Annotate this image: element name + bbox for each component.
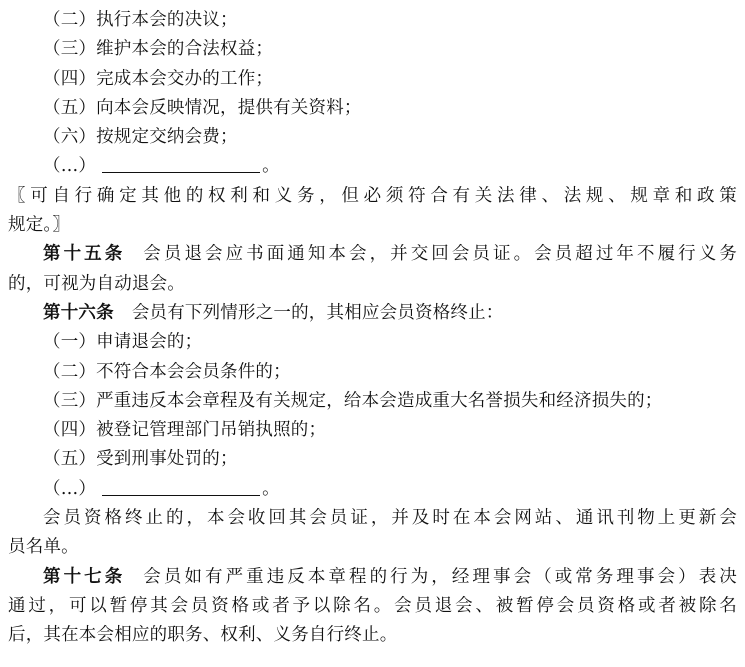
list-item-prefix: （…） bbox=[43, 478, 97, 499]
article-17 bbox=[8, 563, 737, 592]
list-item: （一）申请退会的； bbox=[43, 332, 203, 353]
article-text: 后，其在本会相应的职务、权利、义务自行终止。 bbox=[8, 625, 398, 646]
termination-text: 会员资格终止的，本会收回其会员证，并及时在本会网站、通讯刊物上更新会 bbox=[43, 508, 737, 529]
blank-underline bbox=[102, 154, 260, 173]
list-item-blank bbox=[8, 152, 737, 181]
article-text: 会员如有严重违反本章程的行为，经理事会（或常务理事会）表决 bbox=[143, 566, 737, 587]
list-item-suffix: 。 bbox=[262, 156, 280, 177]
article-title: 第十五条 bbox=[43, 244, 126, 265]
list-item: （四）被登记管理部门吊销执照的； bbox=[43, 420, 327, 441]
note-line: 规定。〗 bbox=[8, 215, 71, 236]
termination-text: 员名单。 bbox=[8, 537, 79, 558]
list-item-blank bbox=[8, 475, 737, 504]
list-item: （六）按规定交纳会费； bbox=[43, 127, 238, 148]
list-item: （五）受到刑事处罚的； bbox=[43, 449, 238, 470]
article-text: 会员有下列情形之一的，其相应会员资格终止： bbox=[131, 302, 504, 323]
note-line: 〖可自行确定其他的权利和义务，但必须符合有关法律、法规、规章和政策 bbox=[8, 185, 737, 206]
article-title: 第十六条 bbox=[43, 302, 114, 323]
article-text: 的，可视为自动退会。 bbox=[8, 273, 185, 294]
list-item-prefix: （…） bbox=[43, 156, 97, 177]
list-item: （三）维护本会的合法权益； bbox=[43, 39, 274, 60]
article-15 bbox=[8, 240, 737, 269]
list-item: （五）向本会反映情况，提供有关资料； bbox=[43, 97, 362, 118]
blank-underline bbox=[102, 477, 260, 496]
list-item: （四）完成本会交办的工作； bbox=[43, 68, 274, 89]
article-title: 第十七条 bbox=[43, 566, 126, 587]
list-item: （二）不符合本会会员条件的； bbox=[43, 361, 291, 382]
article-16 bbox=[8, 299, 737, 328]
article-text: 通过，可以暂停其会员资格或者予以除名。会员退会、被暂停会员资格或者被除名 bbox=[8, 595, 737, 616]
list-item: （三）严重违反本会章程及有关规定，给本会造成重大名誉损失和经济损失的； bbox=[43, 390, 663, 411]
list-item-suffix: 。 bbox=[262, 478, 280, 499]
article-text: 会员退会应书面通知本会，并交回会员证。会员超过年不履行义务 bbox=[143, 244, 737, 265]
list-item: （二）执行本会的决议； bbox=[43, 10, 238, 30]
